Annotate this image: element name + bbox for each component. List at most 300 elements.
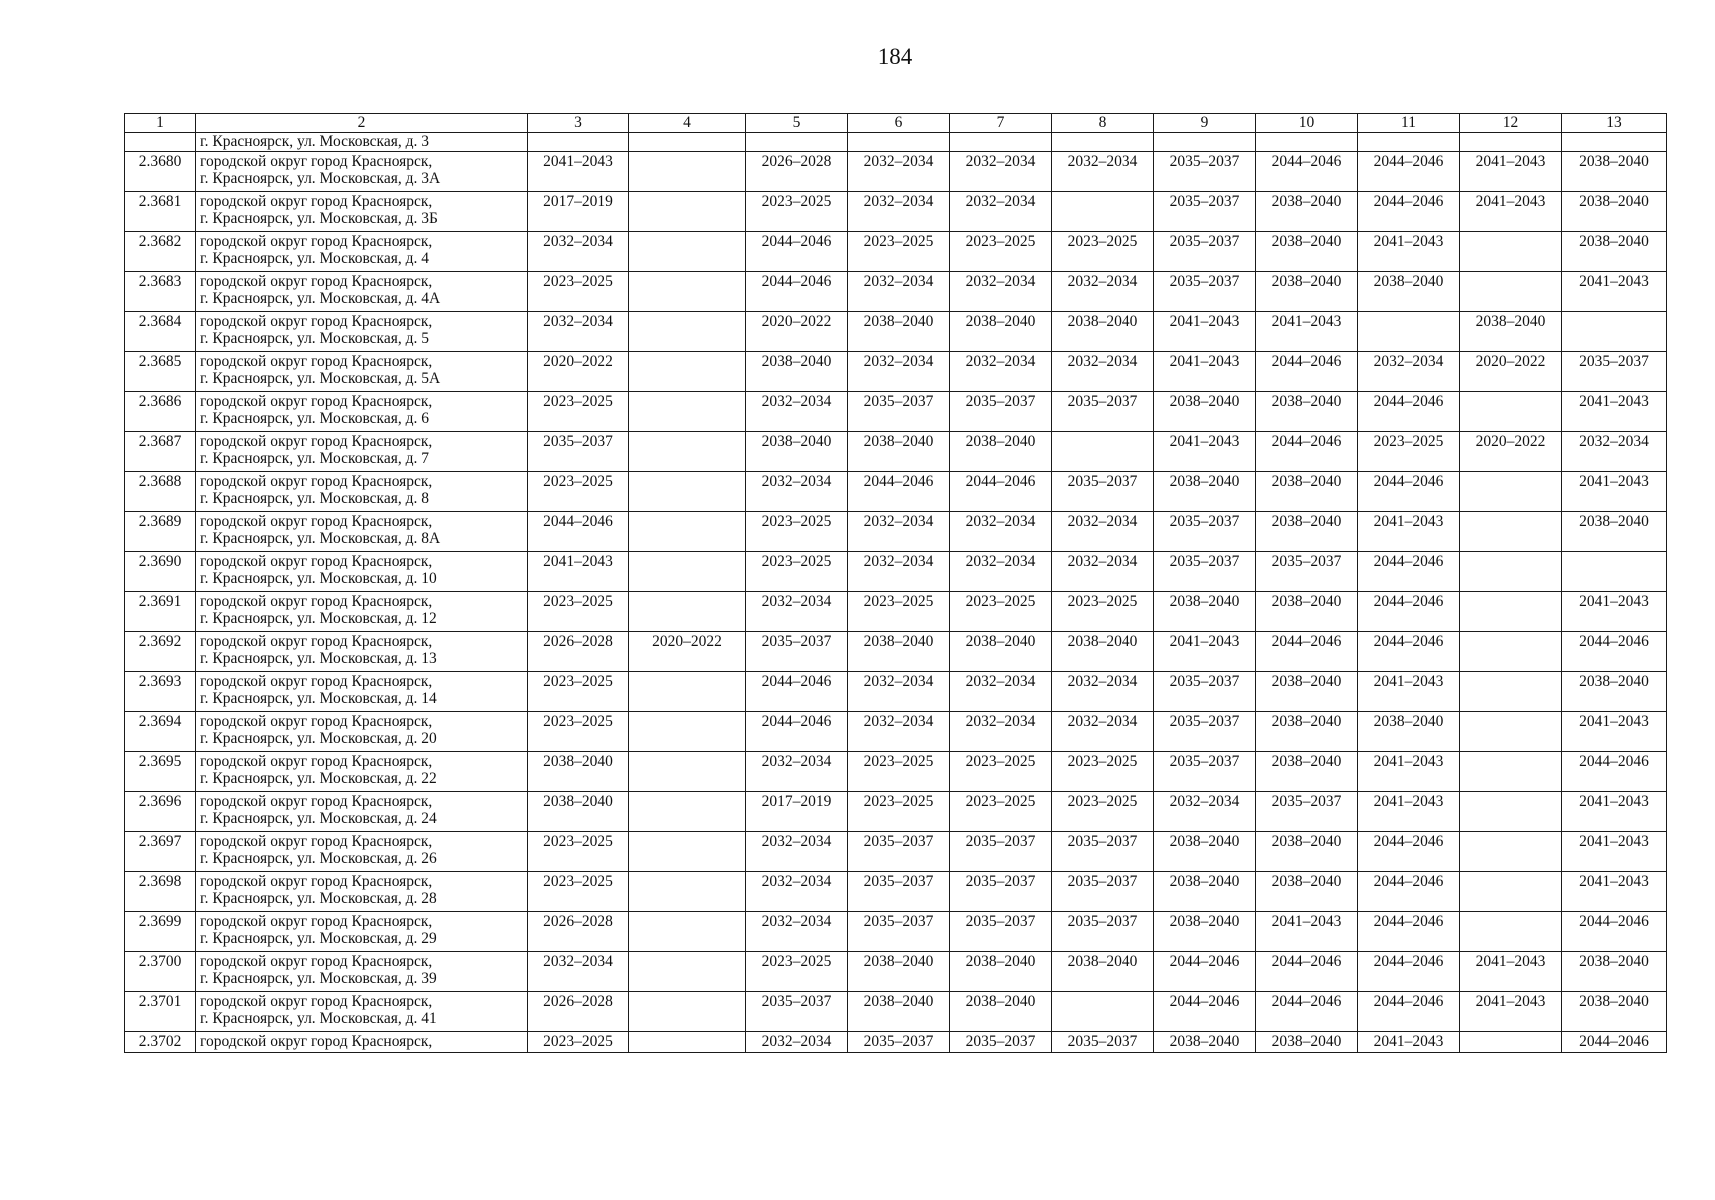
column-header-3: 3 — [528, 114, 629, 133]
row-index — [125, 133, 196, 152]
address-cell — [196, 872, 528, 912]
address-line: городской округ город Красноярск, — [200, 753, 433, 770]
period-cell-col-9: 2041–2043 — [1154, 432, 1256, 472]
address-line: г. Красноярск, ул. Московская, д. 7 — [200, 450, 430, 467]
row-index: 2.3693 — [125, 672, 196, 712]
period-cell-col-3: 2023–2025 — [528, 1032, 629, 1053]
period-cell-col-6: 2032–2034 — [848, 272, 950, 312]
period-cell-col-13: 2038–2040 — [1562, 992, 1667, 1032]
period-cell-col-3: 2020–2022 — [528, 352, 629, 392]
period-cell-col-13: 2041–2043 — [1562, 832, 1667, 872]
period-cell-col-7: 2032–2034 — [950, 552, 1052, 592]
period-cell-col-3: 2023–2025 — [528, 872, 629, 912]
period-cell-col-7: 2038–2040 — [950, 632, 1052, 672]
period-cell-col-3: 2044–2046 — [528, 512, 629, 552]
period-cell-col-5: 2044–2046 — [746, 232, 848, 272]
period-cell-col-13: 2044–2046 — [1562, 912, 1667, 952]
period-cell-col-7 — [950, 133, 1052, 152]
address-line: г. Красноярск, ул. Московская, д. 3Б — [200, 210, 438, 227]
period-cell-col-11: 2044–2046 — [1358, 632, 1460, 672]
period-cell-col-4 — [629, 752, 746, 792]
period-cell-col-8: 2035–2037 — [1052, 1032, 1154, 1053]
table-row — [125, 792, 1667, 832]
period-cell-col-3: 2038–2040 — [528, 752, 629, 792]
address-cell — [196, 232, 528, 272]
period-cell-col-12 — [1460, 552, 1562, 592]
period-cell-col-4 — [629, 192, 746, 232]
period-cell-col-8: 2032–2034 — [1052, 352, 1154, 392]
address-line: городской округ город Красноярск, — [200, 833, 433, 850]
period-cell-col-4 — [629, 512, 746, 552]
period-cell-col-6: 2032–2034 — [848, 192, 950, 232]
period-cell-col-7: 2032–2034 — [950, 152, 1052, 192]
period-cell-col-11: 2041–2043 — [1358, 1032, 1460, 1053]
address-cell — [196, 432, 528, 472]
period-cell-col-9: 2035–2037 — [1154, 552, 1256, 592]
period-cell-col-10: 2038–2040 — [1256, 512, 1358, 552]
period-cell-col-11: 2044–2046 — [1358, 472, 1460, 512]
table-row — [125, 912, 1667, 952]
table-row — [125, 672, 1667, 712]
period-cell-col-7: 2035–2037 — [950, 1032, 1052, 1053]
table-row — [125, 1032, 1667, 1053]
period-cell-col-11: 2044–2046 — [1358, 912, 1460, 952]
period-cell-col-13 — [1562, 133, 1667, 152]
period-cell-col-13: 2044–2046 — [1562, 632, 1667, 672]
period-cell-col-3: 2023–2025 — [528, 832, 629, 872]
period-cell-col-8: 2032–2034 — [1052, 672, 1154, 712]
period-cell-col-12 — [1460, 832, 1562, 872]
table-row — [125, 232, 1667, 272]
period-cell-col-5: 2038–2040 — [746, 352, 848, 392]
period-cell-col-5: 2032–2034 — [746, 592, 848, 632]
period-cell-col-4 — [629, 152, 746, 192]
period-cell-col-9: 2035–2037 — [1154, 752, 1256, 792]
address-line: г. Красноярск, ул. Московская, д. 14 — [200, 690, 437, 707]
address-cell — [196, 632, 528, 672]
period-cell-col-6: 2035–2037 — [848, 1032, 950, 1053]
row-index: 2.3684 — [125, 312, 196, 352]
period-cell-col-4 — [629, 1032, 746, 1053]
address-cell — [196, 152, 528, 192]
address-line: городской округ город Красноярск, — [200, 193, 433, 210]
period-cell-col-8: 2023–2025 — [1052, 232, 1154, 272]
period-cell-col-13: 2044–2046 — [1562, 752, 1667, 792]
period-cell-col-9: 2041–2043 — [1154, 312, 1256, 352]
table-row — [125, 192, 1667, 232]
period-cell-col-3: 2026–2028 — [528, 912, 629, 952]
period-cell-col-10: 2038–2040 — [1256, 472, 1358, 512]
period-cell-col-5: 2038–2040 — [746, 432, 848, 472]
period-cell-col-13: 2038–2040 — [1562, 192, 1667, 232]
table-row — [125, 632, 1667, 672]
period-cell-col-12 — [1460, 392, 1562, 432]
period-cell-col-13: 2038–2040 — [1562, 952, 1667, 992]
period-cell-col-11 — [1358, 133, 1460, 152]
period-cell-col-4 — [629, 992, 746, 1032]
period-cell-col-11: 2041–2043 — [1358, 792, 1460, 832]
period-cell-col-10: 2038–2040 — [1256, 392, 1358, 432]
address-cell — [196, 752, 528, 792]
period-cell-col-11: 2038–2040 — [1358, 272, 1460, 312]
period-cell-col-9: 2035–2037 — [1154, 192, 1256, 232]
period-cell-col-7: 2038–2040 — [950, 992, 1052, 1032]
period-cell-col-13: 2038–2040 — [1562, 672, 1667, 712]
period-cell-col-9: 2032–2034 — [1154, 792, 1256, 832]
period-cell-col-7: 2038–2040 — [950, 432, 1052, 472]
address-line: городской округ город Красноярск, — [200, 1033, 433, 1050]
period-cell-col-4 — [629, 272, 746, 312]
row-index: 2.3697 — [125, 832, 196, 872]
period-cell-col-12: 2041–2043 — [1460, 952, 1562, 992]
row-index: 2.3686 — [125, 392, 196, 432]
address-line: городской округ город Красноярск, — [200, 873, 433, 890]
table-row — [125, 472, 1667, 512]
period-cell-col-7: 2032–2034 — [950, 352, 1052, 392]
period-cell-col-7: 2032–2034 — [950, 712, 1052, 752]
table-row — [125, 552, 1667, 592]
table-row — [125, 952, 1667, 992]
period-cell-col-12: 2041–2043 — [1460, 152, 1562, 192]
period-cell-col-7: 2038–2040 — [950, 312, 1052, 352]
period-cell-col-5: 2044–2046 — [746, 272, 848, 312]
address-line: г. Красноярск, ул. Московская, д. 4 — [200, 250, 430, 267]
address-line: г. Красноярск, ул. Московская, д. 5 — [200, 330, 430, 347]
row-index: 2.3698 — [125, 872, 196, 912]
period-cell-col-9: 2035–2037 — [1154, 272, 1256, 312]
period-cell-col-6: 2032–2034 — [848, 672, 950, 712]
address-cell — [196, 472, 528, 512]
period-cell-col-10: 2044–2046 — [1256, 432, 1358, 472]
period-cell-col-11: 2041–2043 — [1358, 232, 1460, 272]
period-cell-col-13: 2044–2046 — [1562, 1032, 1667, 1053]
address-cell — [196, 1032, 528, 1053]
period-cell-col-5: 2044–2046 — [746, 712, 848, 752]
period-cell-col-3: 2023–2025 — [528, 392, 629, 432]
period-cell-col-11: 2032–2034 — [1358, 352, 1460, 392]
period-cell-col-3: 2026–2028 — [528, 992, 629, 1032]
period-cell-col-10 — [1256, 133, 1358, 152]
address-line: г. Красноярск, ул. Московская, д. 6 — [200, 410, 430, 427]
period-cell-col-5: 2032–2034 — [746, 872, 848, 912]
period-cell-col-5: 2035–2037 — [746, 992, 848, 1032]
period-cell-col-13: 2041–2043 — [1562, 792, 1667, 832]
address-cell — [196, 672, 528, 712]
period-cell-col-8: 2035–2037 — [1052, 392, 1154, 432]
column-header-4: 4 — [629, 114, 746, 133]
period-cell-col-13: 2041–2043 — [1562, 872, 1667, 912]
address-line: городской округ город Красноярск, — [200, 353, 433, 370]
address-line: г. Красноярск, ул. Московская, д. 12 — [200, 610, 437, 627]
address-line: г. Красноярск, ул. Московская, д. 8 — [200, 490, 430, 507]
address-line: городской округ город Красноярск, — [200, 273, 433, 290]
period-cell-col-6: 2032–2034 — [848, 352, 950, 392]
period-cell-col-3 — [528, 133, 629, 152]
period-cell-col-4 — [629, 392, 746, 432]
period-cell-col-12 — [1460, 712, 1562, 752]
row-index: 2.3685 — [125, 352, 196, 392]
row-index: 2.3689 — [125, 512, 196, 552]
address-cell — [196, 792, 528, 832]
address-cell — [196, 832, 528, 872]
period-cell-col-4: 2020–2022 — [629, 632, 746, 672]
row-index: 2.3690 — [125, 552, 196, 592]
address-cell — [196, 192, 528, 232]
address-line: городской округ город Красноярск, — [200, 593, 433, 610]
period-cell-col-9 — [1154, 133, 1256, 152]
period-cell-col-9: 2035–2037 — [1154, 232, 1256, 272]
address-line: г. Красноярск, ул. Московская, д. 13 — [200, 650, 437, 667]
period-cell-col-12: 2038–2040 — [1460, 312, 1562, 352]
address-cell — [196, 272, 528, 312]
period-cell-col-7: 2023–2025 — [950, 592, 1052, 632]
period-cell-col-6: 2035–2037 — [848, 912, 950, 952]
row-index: 2.3702 — [125, 1032, 196, 1053]
period-cell-col-12 — [1460, 272, 1562, 312]
period-cell-col-10: 2038–2040 — [1256, 592, 1358, 632]
period-cell-col-10: 2035–2037 — [1256, 552, 1358, 592]
register-table — [124, 113, 1667, 1053]
row-index: 2.3692 — [125, 632, 196, 672]
period-cell-col-4 — [629, 592, 746, 632]
period-cell-col-10: 2044–2046 — [1256, 152, 1358, 192]
period-cell-col-8: 2035–2037 — [1052, 832, 1154, 872]
period-cell-col-8: 2038–2040 — [1052, 312, 1154, 352]
table-row — [125, 592, 1667, 632]
period-cell-col-12 — [1460, 472, 1562, 512]
period-cell-col-11: 2044–2046 — [1358, 992, 1460, 1032]
continuation-row — [125, 133, 1667, 152]
period-cell-col-5: 2023–2025 — [746, 952, 848, 992]
table-row — [125, 992, 1667, 1032]
period-cell-col-6: 2044–2046 — [848, 472, 950, 512]
period-cell-col-4 — [629, 872, 746, 912]
period-cell-col-7: 2023–2025 — [950, 792, 1052, 832]
period-cell-col-12 — [1460, 752, 1562, 792]
address-line: г. Красноярск, ул. Московская, д. 5А — [200, 370, 441, 387]
period-cell-col-10: 2038–2040 — [1256, 232, 1358, 272]
row-index: 2.3696 — [125, 792, 196, 832]
row-index: 2.3681 — [125, 192, 196, 232]
period-cell-col-3: 2041–2043 — [528, 552, 629, 592]
address-line: г. Красноярск, ул. Московская, д. 8А — [200, 530, 441, 547]
period-cell-col-13: 2041–2043 — [1562, 472, 1667, 512]
column-header-10: 10 — [1256, 114, 1358, 133]
period-cell-col-3: 2035–2037 — [528, 432, 629, 472]
period-cell-col-5: 2017–2019 — [746, 792, 848, 832]
address-line: г. Красноярск, ул. Московская, д. 24 — [200, 810, 437, 827]
address-line: городской округ город Красноярск, — [200, 153, 433, 170]
table-row — [125, 272, 1667, 312]
address-line: г. Красноярск, ул. Московская, д. 41 — [200, 1010, 437, 1027]
table-row — [125, 712, 1667, 752]
address-line: городской округ город Красноярск, — [200, 553, 433, 570]
address-line: городской округ город Красноярск, — [200, 473, 433, 490]
period-cell-col-6: 2023–2025 — [848, 792, 950, 832]
address-line: городской округ город Красноярск, — [200, 913, 433, 930]
period-cell-col-9: 2038–2040 — [1154, 912, 1256, 952]
period-cell-col-7: 2038–2040 — [950, 952, 1052, 992]
table-row — [125, 752, 1667, 792]
period-cell-col-5: 2032–2034 — [746, 832, 848, 872]
period-cell-col-9: 2038–2040 — [1154, 392, 1256, 432]
address-cell — [196, 552, 528, 592]
period-cell-col-13: 2032–2034 — [1562, 432, 1667, 472]
period-cell-col-12 — [1460, 672, 1562, 712]
period-cell-col-3: 2017–2019 — [528, 192, 629, 232]
period-cell-col-10: 2038–2040 — [1256, 1032, 1358, 1053]
period-cell-col-9: 2035–2037 — [1154, 152, 1256, 192]
address-line: г. Красноярск, ул. Московская, д. 28 — [200, 890, 437, 907]
period-cell-col-13: 2038–2040 — [1562, 232, 1667, 272]
period-cell-col-5: 2023–2025 — [746, 512, 848, 552]
period-cell-col-3: 2038–2040 — [528, 792, 629, 832]
column-header-7: 7 — [950, 114, 1052, 133]
period-cell-col-9: 2035–2037 — [1154, 512, 1256, 552]
period-cell-col-9: 2041–2043 — [1154, 352, 1256, 392]
period-cell-col-3: 2023–2025 — [528, 592, 629, 632]
row-index: 2.3701 — [125, 992, 196, 1032]
address-line: городской округ город Красноярск, — [200, 633, 433, 650]
address-line: городской округ город Красноярск, — [200, 713, 433, 730]
period-cell-col-7: 2035–2037 — [950, 912, 1052, 952]
row-index: 2.3683 — [125, 272, 196, 312]
period-cell-col-10: 2044–2046 — [1256, 952, 1358, 992]
period-cell-col-12 — [1460, 1032, 1562, 1053]
address-line: городской округ город Красноярск, — [200, 433, 433, 450]
table-row — [125, 512, 1667, 552]
period-cell-col-10: 2038–2040 — [1256, 192, 1358, 232]
period-cell-col-4 — [629, 832, 746, 872]
period-cell-col-11: 2041–2043 — [1358, 672, 1460, 712]
period-cell-col-6: 2038–2040 — [848, 312, 950, 352]
period-cell-col-9: 2035–2037 — [1154, 672, 1256, 712]
period-cell-col-8: 2032–2034 — [1052, 512, 1154, 552]
row-index: 2.3687 — [125, 432, 196, 472]
address-line: городской округ город Красноярск, — [200, 793, 433, 810]
period-cell-col-8: 2038–2040 — [1052, 952, 1154, 992]
period-cell-col-10: 2038–2040 — [1256, 672, 1358, 712]
period-cell-col-3: 2026–2028 — [528, 632, 629, 672]
period-cell-col-6: 2038–2040 — [848, 952, 950, 992]
period-cell-col-8 — [1052, 992, 1154, 1032]
period-cell-col-5: 2044–2046 — [746, 672, 848, 712]
period-cell-col-11: 2041–2043 — [1358, 512, 1460, 552]
address-line: городской округ город Красноярск, — [200, 513, 433, 530]
period-cell-col-12: 2041–2043 — [1460, 192, 1562, 232]
period-cell-col-6: 2032–2034 — [848, 152, 950, 192]
period-cell-col-3: 2023–2025 — [528, 672, 629, 712]
row-index: 2.3680 — [125, 152, 196, 192]
column-header-8: 8 — [1052, 114, 1154, 133]
period-cell-col-10: 2038–2040 — [1256, 272, 1358, 312]
address-line: г. Красноярск, ул. Московская, д. 29 — [200, 930, 437, 947]
period-cell-col-11 — [1358, 312, 1460, 352]
column-header-12: 12 — [1460, 114, 1562, 133]
period-cell-col-12 — [1460, 792, 1562, 832]
period-cell-col-5: 2023–2025 — [746, 552, 848, 592]
period-cell-col-8: 2032–2034 — [1052, 272, 1154, 312]
period-cell-col-7: 2035–2037 — [950, 832, 1052, 872]
period-cell-col-7: 2032–2034 — [950, 192, 1052, 232]
period-cell-col-8: 2023–2025 — [1052, 752, 1154, 792]
period-cell-col-9: 2044–2046 — [1154, 992, 1256, 1032]
address-cell — [196, 512, 528, 552]
period-cell-col-7: 2035–2037 — [950, 872, 1052, 912]
period-cell-col-11: 2038–2040 — [1358, 712, 1460, 752]
period-cell-col-3: 2032–2034 — [528, 312, 629, 352]
address-line: г. Красноярск, ул. Московская, д. 39 — [200, 970, 437, 987]
period-cell-col-11: 2044–2046 — [1358, 552, 1460, 592]
row-index: 2.3688 — [125, 472, 196, 512]
column-header-9: 9 — [1154, 114, 1256, 133]
period-cell-col-12: 2041–2043 — [1460, 992, 1562, 1032]
period-cell-col-10: 2044–2046 — [1256, 352, 1358, 392]
table-header — [125, 114, 1667, 133]
address-cell — [196, 312, 528, 352]
address-cell — [196, 133, 528, 152]
address-cell — [196, 592, 528, 632]
period-cell-col-12: 2020–2022 — [1460, 432, 1562, 472]
period-cell-col-8: 2023–2025 — [1052, 792, 1154, 832]
period-cell-col-9: 2038–2040 — [1154, 472, 1256, 512]
period-cell-col-4 — [629, 432, 746, 472]
period-cell-col-10: 2044–2046 — [1256, 992, 1358, 1032]
period-cell-col-4 — [629, 552, 746, 592]
period-cell-col-10: 2041–2043 — [1256, 912, 1358, 952]
row-index: 2.3694 — [125, 712, 196, 752]
period-cell-col-5: 2032–2034 — [746, 752, 848, 792]
period-cell-col-6: 2023–2025 — [848, 232, 950, 272]
period-cell-col-13: 2041–2043 — [1562, 392, 1667, 432]
column-header-13: 13 — [1562, 114, 1667, 133]
period-cell-col-12 — [1460, 912, 1562, 952]
period-cell-col-5 — [746, 133, 848, 152]
period-cell-col-7: 2023–2025 — [950, 752, 1052, 792]
period-cell-col-11: 2044–2046 — [1358, 872, 1460, 912]
period-cell-col-8: 2023–2025 — [1052, 592, 1154, 632]
period-cell-col-11: 2044–2046 — [1358, 152, 1460, 192]
period-cell-col-6 — [848, 133, 950, 152]
period-cell-col-8: 2035–2037 — [1052, 912, 1154, 952]
address-line: городской округ город Красноярск, — [200, 313, 433, 330]
period-cell-col-13 — [1562, 312, 1667, 352]
address-cell — [196, 992, 528, 1032]
column-header-5: 5 — [746, 114, 848, 133]
period-cell-col-6: 2023–2025 — [848, 592, 950, 632]
period-cell-col-12 — [1460, 133, 1562, 152]
period-cell-col-7: 2032–2034 — [950, 512, 1052, 552]
period-cell-col-10: 2038–2040 — [1256, 872, 1358, 912]
period-cell-col-6: 2035–2037 — [848, 832, 950, 872]
table-row — [125, 392, 1667, 432]
address-cell — [196, 392, 528, 432]
period-cell-col-8 — [1052, 432, 1154, 472]
table-row — [125, 872, 1667, 912]
period-cell-col-11: 2044–2046 — [1358, 592, 1460, 632]
period-cell-col-3: 2032–2034 — [528, 952, 629, 992]
period-cell-col-6: 2032–2034 — [848, 712, 950, 752]
address-line: г. Красноярск, ул. Московская, д. 3А — [200, 170, 441, 187]
period-cell-col-11: 2044–2046 — [1358, 952, 1460, 992]
period-cell-col-7: 2032–2034 — [950, 272, 1052, 312]
period-cell-col-5: 2026–2028 — [746, 152, 848, 192]
period-cell-col-4 — [629, 472, 746, 512]
period-cell-col-13: 2035–2037 — [1562, 352, 1667, 392]
address-cell — [196, 712, 528, 752]
period-cell-col-9: 2038–2040 — [1154, 832, 1256, 872]
period-cell-col-5: 2032–2034 — [746, 392, 848, 432]
